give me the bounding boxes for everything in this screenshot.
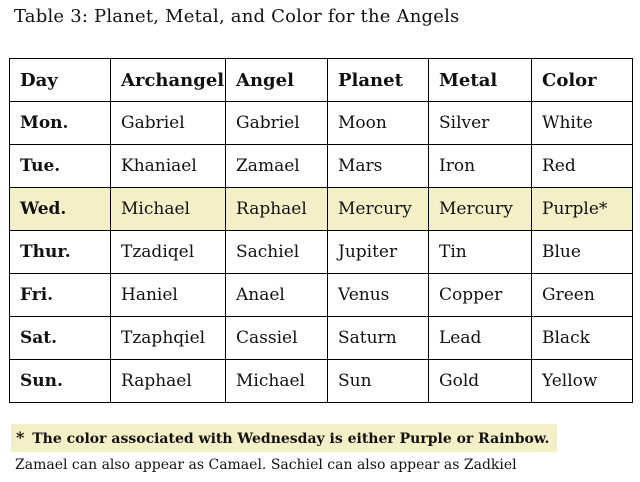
table-row-highlighted <box>10 188 633 231</box>
angel-cell: Zamael <box>226 145 328 188</box>
metal-cell: Tin <box>429 231 532 274</box>
archangel-cell: Raphael <box>111 360 226 403</box>
asterisk-marker: * <box>16 428 25 447</box>
day-cell: Wed. <box>10 188 111 231</box>
metal-cell: Mercury <box>429 188 532 231</box>
day-cell: Thur. <box>10 231 111 274</box>
planet-cell: Mercury <box>328 188 429 231</box>
angels-table <box>9 58 633 403</box>
angel-cell: Cassiel <box>226 317 328 360</box>
footnote-text: The color associated with Wednesday is either Purple or Rainbow. <box>32 431 550 447</box>
metal-cell: Copper <box>429 274 532 317</box>
day-cell: Fri. <box>10 274 111 317</box>
planet-cell: Mars <box>328 145 429 188</box>
footnote-highlight <box>11 424 557 452</box>
table-header-row <box>10 59 633 102</box>
planet-cell: Sun <box>328 360 429 403</box>
header-archangel: Archangel <box>111 59 226 102</box>
header-color: Color <box>532 59 633 102</box>
header-metal: Metal <box>429 59 532 102</box>
archangel-cell: Tzaphqiel <box>111 317 226 360</box>
color-cell: Blue <box>532 231 633 274</box>
metal-cell: Lead <box>429 317 532 360</box>
angel-cell: Michael <box>226 360 328 403</box>
color-cell: Purple* <box>532 188 633 231</box>
archangel-cell: Michael <box>111 188 226 231</box>
metal-cell: Gold <box>429 360 532 403</box>
angel-cell: Gabriel <box>226 102 328 145</box>
table-row <box>10 274 633 317</box>
planet-cell: Venus <box>328 274 429 317</box>
table-row <box>10 317 633 360</box>
metal-cell: Silver <box>429 102 532 145</box>
angel-cell: Raphael <box>226 188 328 231</box>
day-cell: Tue. <box>10 145 111 188</box>
table-row <box>10 360 633 403</box>
archangel-cell: Khaniael <box>111 145 226 188</box>
archangel-cell: Tzadiqel <box>111 231 226 274</box>
table-caption: Table 3: Planet, Metal, and Color for the Angels <box>14 6 460 27</box>
color-cell: Red <box>532 145 633 188</box>
table-row <box>10 102 633 145</box>
alias-note: Zamael can also appear as Camael. Sachiel can also appear as Zadkiel <box>15 457 517 473</box>
header-day: Day <box>10 59 111 102</box>
header-angel: Angel <box>226 59 328 102</box>
color-cell: Yellow <box>532 360 633 403</box>
color-cell: Black <box>532 317 633 360</box>
angel-cell: Anael <box>226 274 328 317</box>
header-planet: Planet <box>328 59 429 102</box>
planet-cell: Saturn <box>328 317 429 360</box>
archangel-cell: Haniel <box>111 274 226 317</box>
day-cell: Sat. <box>10 317 111 360</box>
metal-cell: Iron <box>429 145 532 188</box>
angel-cell: Sachiel <box>226 231 328 274</box>
day-cell: Mon. <box>10 102 111 145</box>
color-cell: Green <box>532 274 633 317</box>
planet-cell: Moon <box>328 102 429 145</box>
archangel-cell: Gabriel <box>111 102 226 145</box>
planet-cell: Jupiter <box>328 231 429 274</box>
table-row <box>10 145 633 188</box>
day-cell: Sun. <box>10 360 111 403</box>
color-cell: White <box>532 102 633 145</box>
table-row <box>10 231 633 274</box>
